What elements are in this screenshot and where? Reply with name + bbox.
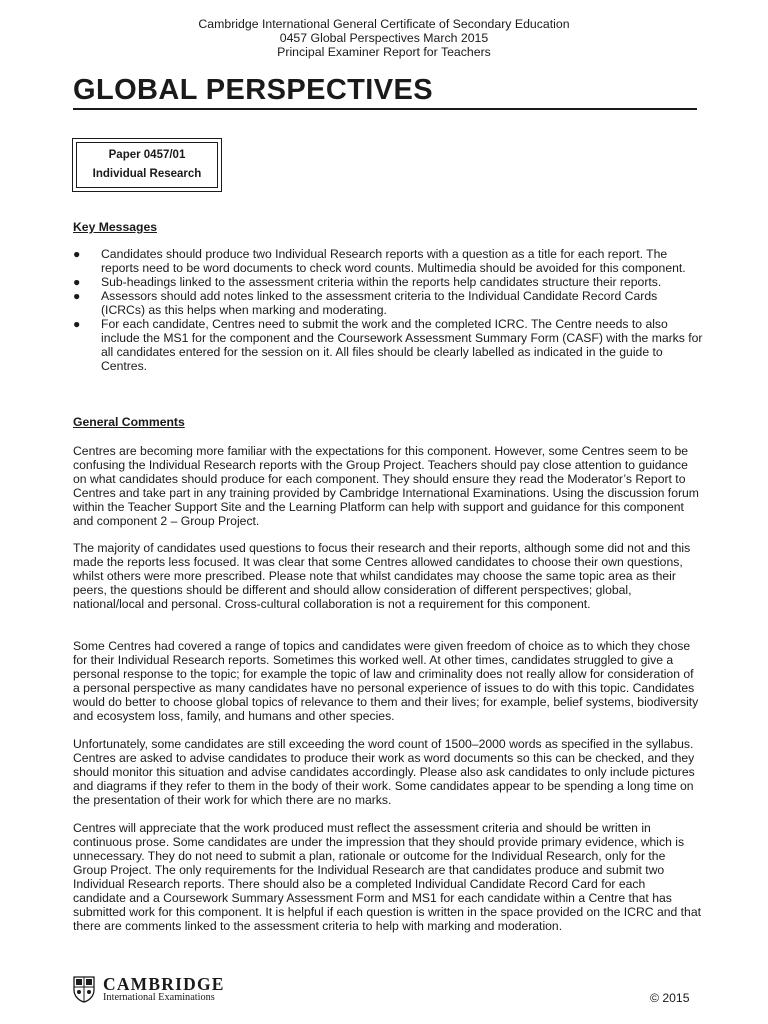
title-rule xyxy=(73,108,697,110)
general-comments-paragraph-4: Unfortunately, some candidates are still exceeding the word count of 1500–2000 words as specified in the syllabus. Centres are asked to advise candidates to produce their work as word documents so this can be checked, and they should monitor this situation and advise candidates accordingly. Please also ask candidates to only include pictures and diagrams if they refer to them in the body of their work. Some candidates appear to be spending a long time on the presentation of their work for which there are no marks. xyxy=(73,737,695,807)
general-comments-paragraph-5: Centres will appreciate that the work produced must reflect the assessment criteria and should be written in continuous prose. Some candidates are under the impression that they should provide primary evidence, which is unnecessary. They do not need to submit a plan, rationale or outcome for the Individual Research, only for the Group Project. The only requirements for the Individual Research are that candidates produce and submit two Individual Research reports. There should also be a completed Individual Candidate Record Card for each candidate and a Coursework Summary Assessment Form and MS1 for each candidate within a Centre that has submitted work for this component. It is helpful if each question is written in the space provided on the ICRC and that there are comments linked to the assessment criteria to help with marking and moderation. xyxy=(73,821,701,933)
general-comments-paragraph-1: Centres are becoming more familiar with the expectations for this component. However, some Centres seem to be confusing the Individual Research reports with the Group Project. Teachers should pay close attention to guidance on what candidates should produce for each component. They should ensure they read the Moderator’s Report to Centres and take part in any training provided by Cambridge International Examinations. Using the discussion forum within the Teacher Support Site and the Learning Platform can help with support and guidance for this component and component 2 – Group Project. xyxy=(73,444,699,528)
key-messages-heading: Key Messages xyxy=(73,220,158,234)
list-item xyxy=(73,289,703,317)
paper-name: Individual Research xyxy=(92,168,202,180)
bullet-icon: ● xyxy=(73,247,81,261)
general-comments-paragraph-2: The majority of candidates used questions to focus their research and their reports, although some did not and this made the reports less focused. It was clear that some Centres allowed candidates to choose their own questions, whilst others were more prescribed. Please note that whilst candidates may choose the same topic area as their peers, the questions should be different and should allow consideration of different perspectives; global, national/local and personal. Cross-cultural collaboration is not a requirement for this component. xyxy=(73,541,691,611)
list-item xyxy=(73,247,703,275)
paper-box xyxy=(72,138,222,192)
list-item-text: Assessors should add notes linked to the assessment criteria to the Individual Candidate Record Cards (ICRCs) as this helps when marking and moderating. xyxy=(101,289,658,317)
general-comments-heading: General Comments xyxy=(73,415,185,429)
header-line-1: Cambridge International General Certificate of Secondary Education xyxy=(198,17,570,31)
list-item xyxy=(73,275,703,289)
bullet-icon: ● xyxy=(73,289,81,303)
header-line-3: Principal Examiner Report for Teachers xyxy=(277,45,491,59)
shield-icon xyxy=(73,976,95,1003)
bullet-icon: ● xyxy=(73,317,81,331)
general-comments-paragraph-3: Some Centres had covered a range of topics and candidates were given freedom of choice as to which they chose for their Individual Research reports. Sometimes this worked well. At other times, candidates struggled to give a personal response to the topic; for example the topic of law and criminality does not really allow for consideration of a personal perspective as many candidates have no personal experience of issues to do with this topic. Candidates would do better to choose global topics of relevance to them and their lives; for example, belief systems, biodiversity and ecosystem loss, family, and humans and other species. xyxy=(73,639,699,723)
list-item-text: Candidates should produce two Individual Research reports with a question as a title for each report. The reports need to be word documents to check word counts. Multimedia should be avoided for this component. xyxy=(101,247,686,275)
key-messages-list xyxy=(73,247,703,373)
paper-code: Paper 0457/01 xyxy=(108,149,186,161)
logo-wordmark: CAMBRIDGE xyxy=(103,974,225,994)
paper-box-inner xyxy=(76,142,218,188)
cambridge-logo xyxy=(73,975,233,1005)
list-item-text: For each candidate, Centres need to submit the work and the completed ICRC. The Centre needs to also include the MS1 for the component and the Coursework Assessment Summary Form (CASF) with the marks for all candidates entered for the session on it. All files should be clearly labelled as indicated in the guide to Centres. xyxy=(101,317,703,373)
list-item-text: Sub-headings linked to the assessment criteria within the reports help candidates structure their reports. xyxy=(101,275,662,289)
header-line-2: 0457 Global Perspectives March 2015 xyxy=(279,31,489,45)
list-item xyxy=(73,317,703,373)
page-title: GLOBAL PERSPECTIVES xyxy=(73,74,433,106)
copyright: © 2015 xyxy=(650,991,690,1005)
logo-subtitle: International Examinations xyxy=(103,992,215,1003)
bullet-icon: ● xyxy=(73,275,81,289)
